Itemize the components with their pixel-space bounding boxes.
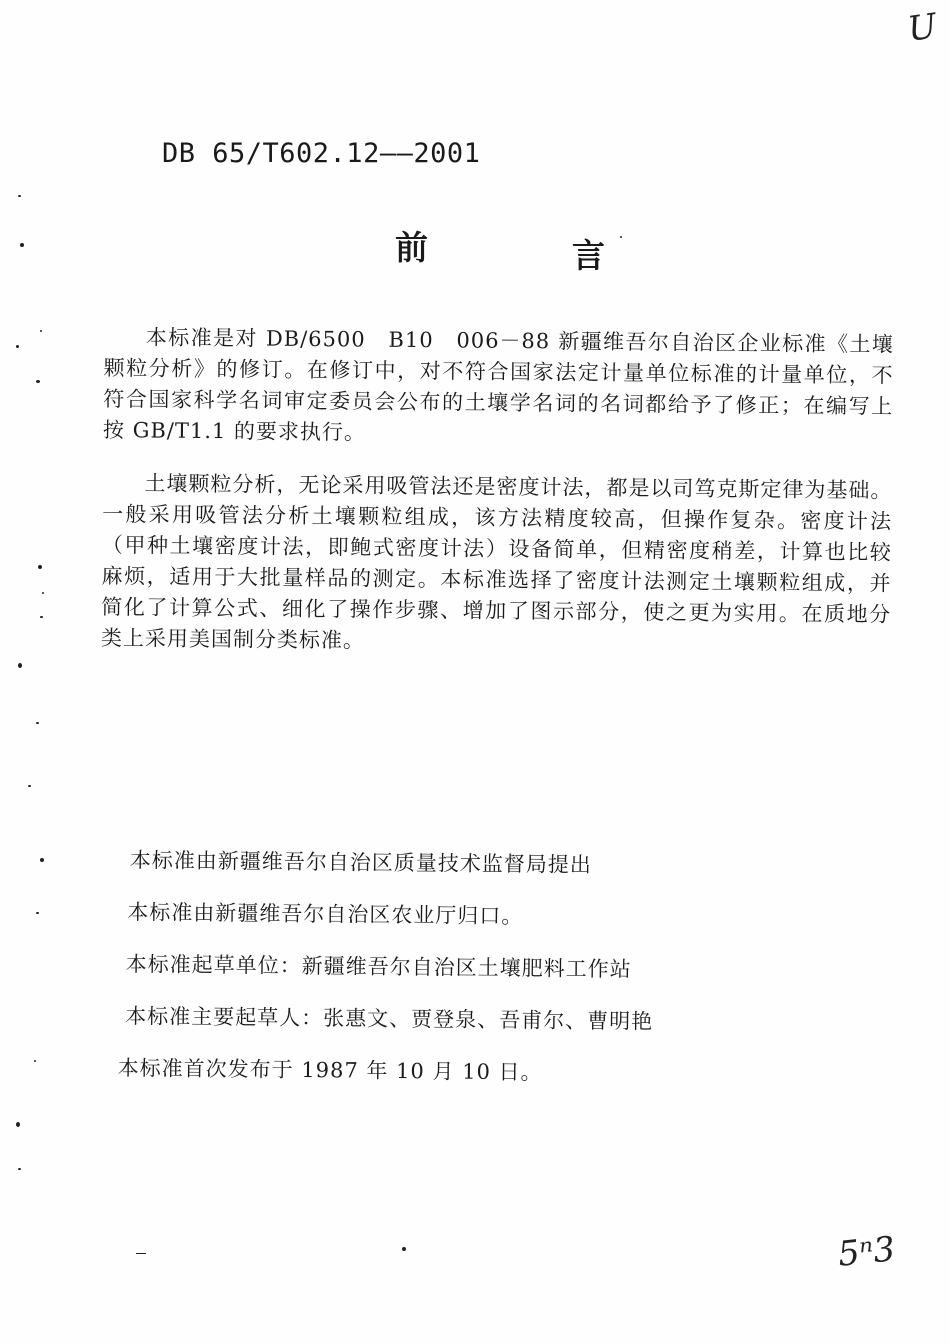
scan-speck [40, 616, 43, 618]
scan-speck [136, 1253, 146, 1254]
scan-speck [42, 592, 44, 594]
info-first-published: 本标准首次发布于 1987 年 10 月 10 日。 [117, 1056, 543, 1085]
paragraph-revision: 本标准是对 DB/6500 B10 006－88 新疆维吾尔自治区企业标准《土壤颗粒分析》的修订。在修订中，对不符合国家法定计量单位标准的计量单位，不符合国家科学名词审定委员会公布的土壤学名词的名词都给予了修正；在编写上按 GB/T1.1 的要求执行。 [102, 325, 894, 445]
info-administered-by: 本标准由新疆维吾尔自治区农业厅归口。 [127, 900, 524, 929]
scan-speck [36, 380, 40, 383]
scan-speck [28, 785, 31, 787]
scan-speck [36, 722, 39, 724]
scan-speck [40, 858, 44, 862]
scan-speck [38, 565, 42, 569]
title-char-1: 前 [395, 228, 428, 267]
standard-info-list [113, 845, 736, 1111]
scan-speck [34, 1060, 36, 1062]
handwritten-corner-mark: U [905, 6, 940, 50]
scan-speck [18, 1168, 21, 1170]
scan-speck [40, 330, 42, 332]
scan-speck [36, 912, 39, 914]
title-char-2: 言 [572, 236, 605, 275]
scan-speck [402, 1247, 406, 1251]
handwritten-page-mark: 5ⁿ3 [836, 1229, 897, 1275]
paragraph-method: 土壤颗粒分析，无论采用吸管法还是密度计法，都是以司笃克斯定律为基础。一般采用吸管法分析土壤颗粒组成，该方法精度较高，但操作复杂。密度计法（甲种土壤密度计法，即鲍式密度计法）设备简单，但精密度稍差，计算也比较麻烦，适用于大批量样品的测定。本标准选择了密度计法测定土壤颗粒组成，并简化了计算公式、细化了操作步骤、增加了图示部分，使之更为实用。在质地分类上采用美国制分类标准。 [100, 471, 893, 653]
info-drafters: 本标准主要起草人：张惠文、贾登泉、吾甫尔、曹明艳 [125, 1004, 654, 1034]
info-proposed-by: 本标准由新疆维吾尔自治区质量技术监督局提出 [129, 848, 592, 877]
scan-speck [16, 345, 19, 348]
scan-speck [20, 243, 24, 247]
scan-speck [18, 195, 21, 197]
scan-speck [18, 663, 22, 668]
scan-speck [16, 1122, 20, 1127]
page-title [395, 222, 615, 275]
foreword-body [101, 322, 894, 682]
standard-number: DB 65/T602.12——2001 [162, 138, 481, 169]
info-drafting-unit: 本标准起草单位：新疆维吾尔自治区土壤肥料工作站 [125, 952, 632, 982]
scan-speck [620, 236, 622, 238]
